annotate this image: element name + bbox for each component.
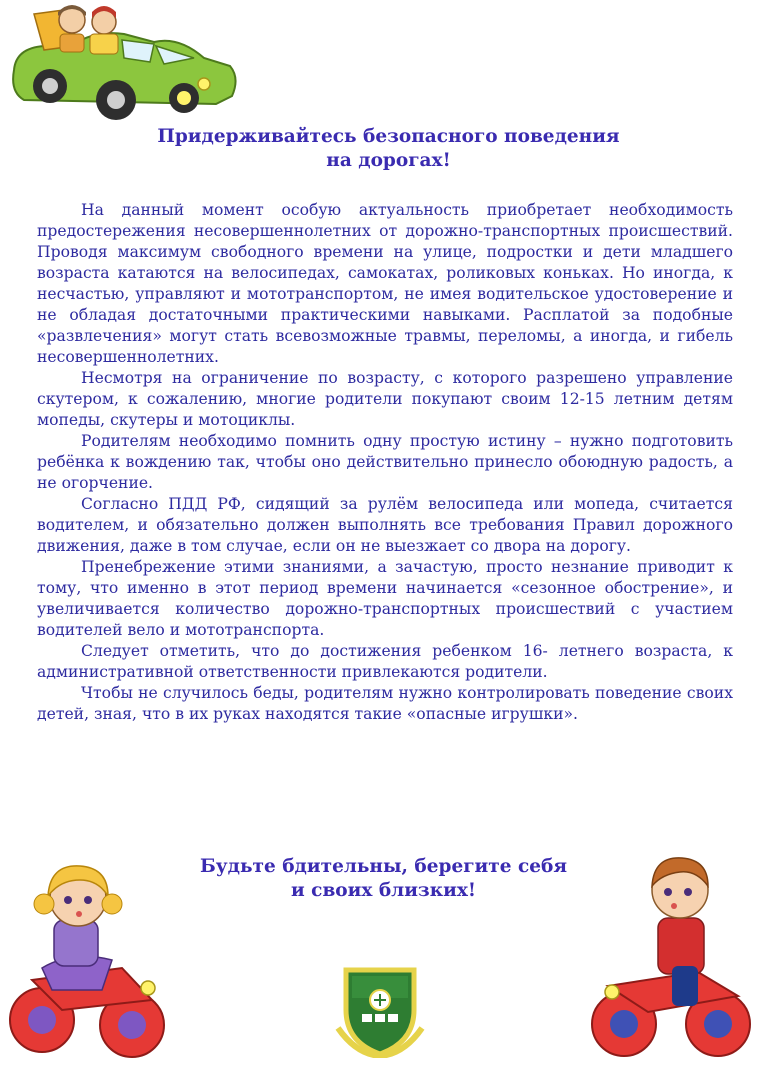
- paragraph: Пренебрежение этими знаниями, а зачастую, просто незнание приводит к тому, что именно в этот период времени начинается «сезонное обострение», и увеличивается количество дорожно-транспортных происшествий с участием водителей вело и мототранспорта.: [37, 558, 733, 639]
- institution-emblem-logo: [332, 958, 428, 1058]
- paragraph: Чтобы не случилось беды, родителям нужно контролировать поведение своих детей, зная, что в их руках находятся такие «опасные игрушки».: [37, 684, 733, 723]
- page-title-line-1: Придерживайтесь безопасного поведения: [157, 126, 620, 147]
- paragraph: Несмотря на ограничение по возрасту, с которого разрешено управление скутером, к сожалению, многие родители покупают своим 12-15 летним детям мопеды, скутеры и мотоциклы.: [37, 369, 733, 429]
- paragraph: Родителям необходимо помнить одну простую истину – нужно подготовить ребёнка к вождению так, чтобы оно действительно принесло обоюдную радость, а не огорчение.: [37, 432, 733, 492]
- paragraph: Следует отметить, что до достижения ребенком 16- летнего возраста, к административной ответственности привлекаются родители.: [37, 642, 733, 681]
- boy-on-motorcycle-illustration: [588, 846, 758, 1068]
- girl-on-motorcycle-illustration: [2, 850, 172, 1072]
- article-body: [37, 200, 733, 725]
- closing-line-2: и своих близких!: [291, 880, 476, 901]
- page-title-line-2: на дорогах!: [326, 150, 451, 171]
- paragraph: Согласно ПДД РФ, сидящий за рулём велосипеда или мопеда, считается водителем, и обязательно должен выполнять все требования Правил дорожного движения, даже в том случае, если он не выезжает со двора на дорогу.: [37, 495, 733, 555]
- page-title: [8, 125, 761, 173]
- closing-line-1: Будьте бдительны, берегите себя: [200, 856, 567, 877]
- paragraph: На данный момент особую актуальность приобретает необходимость предостережения несовершеннолетних от дорожно-транспортных происшествий. Проводя максимум свободного времени на улице, подростки и дети младшего возраста катаются на велосипедах, самокатах, роликовых коньках. Но иногда, к несчастью, управляют и мототранспортом, не имея водительское удостоверение и не обладая достаточными практическими навыками. Расплатой за подобные «развлечения» могут стать всевозможные травмы, переломы, а иногда, и гибель несовершеннолетних.: [37, 201, 733, 366]
- kids-car-illustration: [4, 0, 240, 126]
